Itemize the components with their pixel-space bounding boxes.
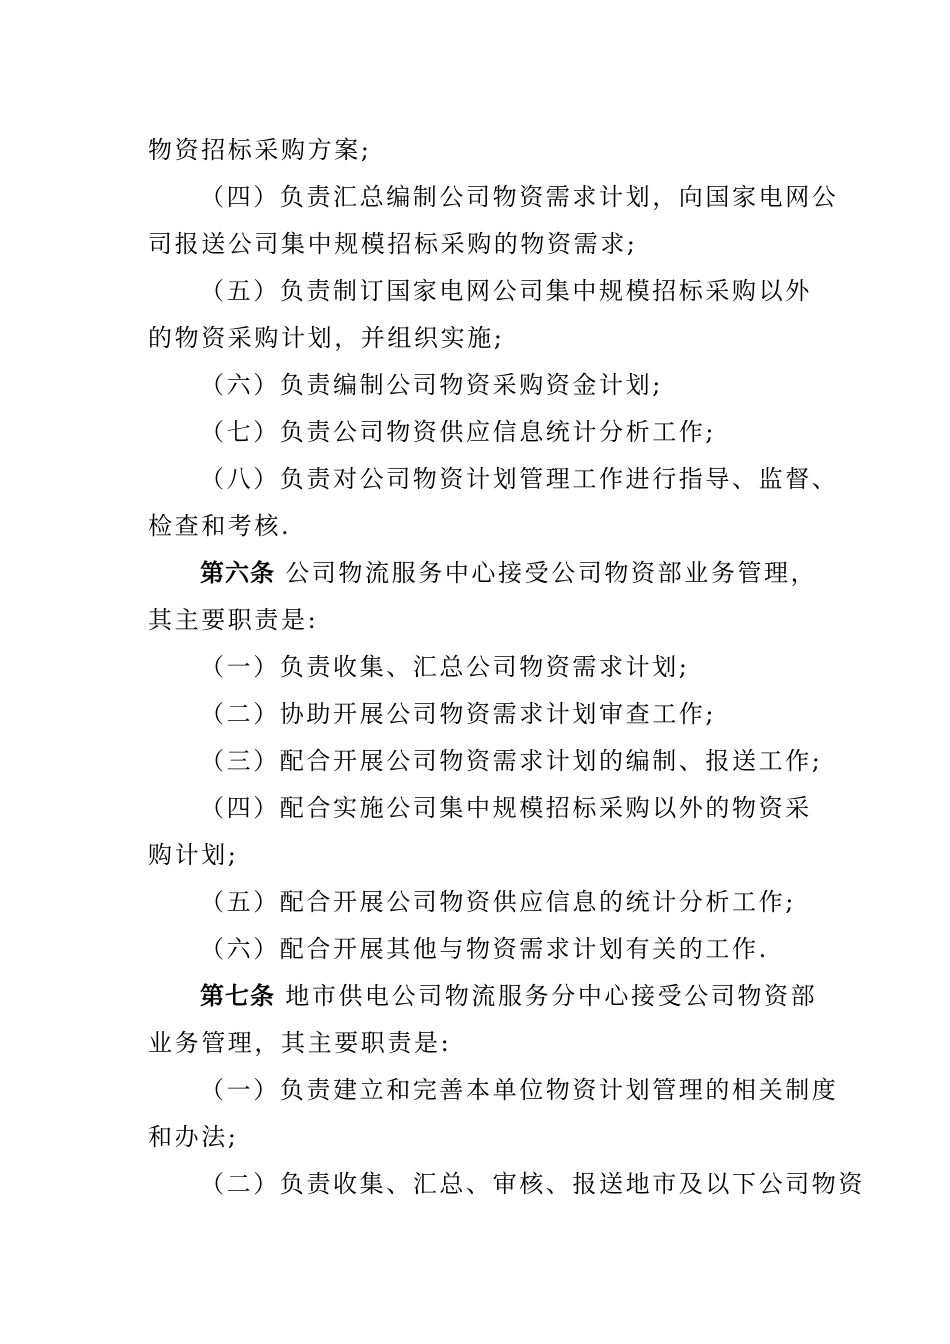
article-number: 第七条 (200, 981, 275, 1010)
text-line: 物资招标采购方案; (148, 136, 372, 164)
text-line: （一）负责建立和完善本单位物资计划管理的相关制度 (200, 1076, 839, 1104)
text-line: 购计划; (148, 841, 239, 869)
text-line: 司报送公司集中规模招标采购的物资需求; (148, 230, 638, 258)
text-line: （二）协助开展公司物资需求计划审查工作; (200, 700, 717, 728)
text-line: 的物资采购计划，并组织实施; (148, 324, 505, 352)
text-line: （五）配合开展公司物资供应信息的统计分析工作; (200, 888, 796, 916)
text-line: 和办法; (148, 1123, 239, 1151)
text-line: （三）配合开展公司物资需求计划的编制、报送工作; (200, 747, 823, 775)
article-heading-line (200, 553, 818, 593)
text-line: （七）负责公司物资供应信息统计分析工作; (200, 418, 717, 446)
text-line: （二）负责收集、汇总、审核、报送地市及以下公司物资 (200, 1170, 865, 1198)
article-text: 公司物流服务中心接受公司物资部业务管理， (285, 559, 818, 587)
article-text: 地市供电公司物流服务分中心接受公司物资部 (285, 982, 818, 1010)
text-line: （四）负责汇总编制公司物资需求计划，向国家电网公 (200, 183, 839, 211)
text-line: （一）负责收集、汇总公司物资需求计划; (200, 653, 690, 681)
article-heading-line (200, 976, 818, 1016)
text-line: 业务管理，其主要职责是: (148, 1029, 452, 1057)
text-line: （五）负责制订国家电网公司集中规模招标采购以外 (200, 277, 812, 305)
text-line: （八）负责对公司物资计划管理工作进行指导、监督、 (200, 465, 839, 493)
text-line: （六）负责编制公司物资采购资金计划; (200, 371, 663, 399)
text-line: 检查和考核. (148, 512, 292, 540)
text-line: （四）配合实施公司集中规模招标采购以外的物资采 (200, 794, 812, 822)
article-number: 第六条 (200, 558, 275, 587)
text-line: 其主要职责是: (148, 606, 319, 634)
text-line: （六）配合开展其他与物资需求计划有关的工作. (200, 935, 769, 963)
